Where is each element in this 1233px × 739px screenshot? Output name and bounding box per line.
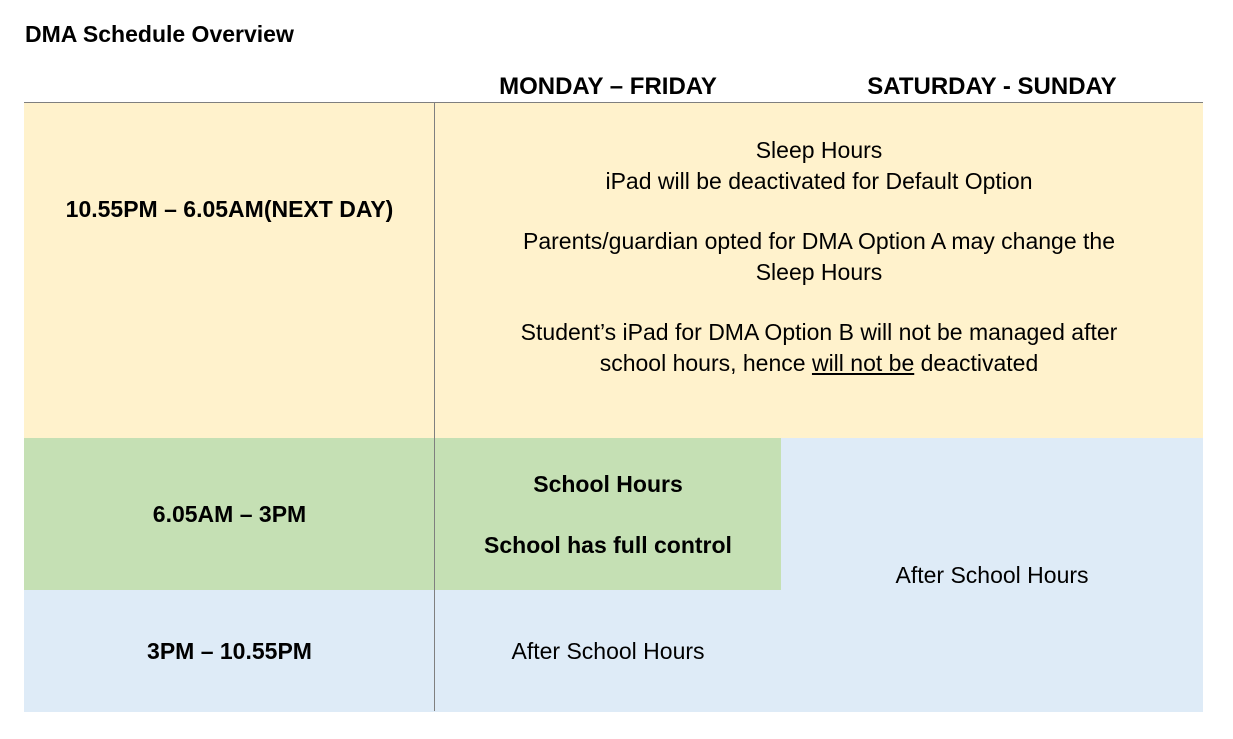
option-a-note-line-1: Parents/guardian opted for DMA Option A may change the [523, 228, 1115, 254]
school-control-label: School has full control [484, 531, 732, 558]
option-b-note-line-1: Student’s iPad for DMA Option B will not be managed after [520, 319, 1118, 345]
sleep-time-label: 10.55PM – 6.05AM(NEXT DAY) [65, 196, 394, 222]
sleep-hours-heading: Sleep Hours [755, 137, 883, 163]
sleep-time-cell [24, 103, 435, 438]
option-b-note-emphasis: will not be [811, 349, 915, 376]
sleep-hours-cell [435, 103, 1203, 438]
school-time-cell [24, 438, 435, 590]
sleep-hours-paragraph-3 [521, 317, 1118, 378]
sleep-hours-default-note: iPad will be deactivated for Default Option [605, 167, 1033, 194]
sleep-hours-paragraph-2 [523, 226, 1115, 287]
option-b-note-line-2-start: school hours, hence [599, 349, 812, 376]
after-school-weekend-cell [781, 438, 1203, 712]
after-time-cell [24, 590, 435, 712]
after-school-weekend-label: After School Hours [895, 561, 1089, 588]
option-b-note-line-2-end: deactivated [914, 349, 1039, 376]
after-school-weekday-label: After School Hours [511, 637, 705, 664]
page-title: DMA Schedule Overview [25, 21, 294, 47]
sleep-hours-paragraph-1 [605, 135, 1032, 196]
column-header-weekday: MONDAY – FRIDAY [499, 73, 717, 100]
school-hours-label: School Hours [533, 470, 683, 497]
time-column-divider [434, 102, 435, 711]
column-header-weekend: SATURDAY - SUNDAY [867, 73, 1117, 100]
after-school-weekday-cell [435, 590, 781, 712]
after-time-label: 3PM – 10.55PM [147, 637, 312, 664]
option-a-note-line-2: Sleep Hours [755, 258, 883, 285]
school-hours-cell [435, 438, 781, 590]
school-time-label: 6.05AM – 3PM [152, 500, 307, 527]
